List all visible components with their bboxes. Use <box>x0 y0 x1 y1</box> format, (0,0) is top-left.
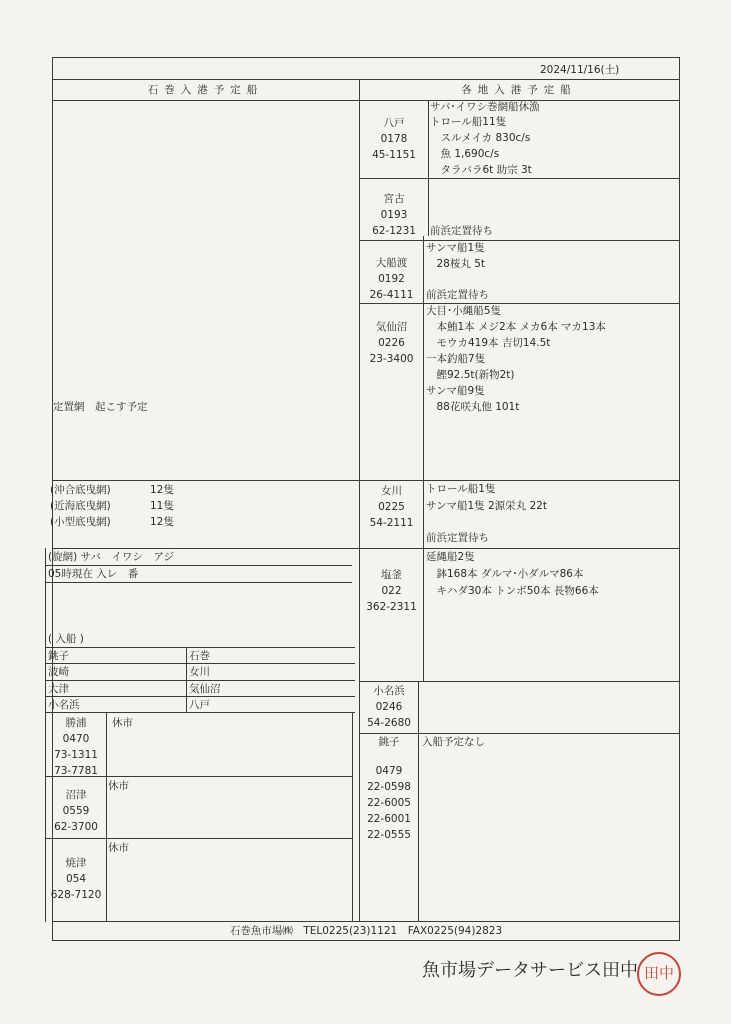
region-tel: 54-2680 <box>367 717 411 729</box>
region-line: サンマ船1隻 <box>426 242 485 254</box>
ishinomaki-header: 石巻入港予定船 <box>147 84 264 96</box>
region-line: 前浜定置待ち <box>426 532 489 544</box>
port-area: 0470 <box>62 733 90 745</box>
trawl-name: (沖合底曳網) <box>50 484 111 496</box>
region-line: サンマ船1隻 2源栄丸 22t <box>426 500 547 512</box>
region-line: 大目･小縄船5隻 <box>426 305 501 317</box>
nyusen-label: ( 入船 ) <box>48 633 84 645</box>
nyusen-port: 小名浜 <box>48 699 80 711</box>
region-name: 気仙沼 <box>375 321 408 333</box>
footer-contact: 石巻魚市場㈱ TEL0225(23)1121 FAX0225(94)2823 <box>229 925 503 937</box>
region-line: 魚 1,690c/s <box>430 148 500 160</box>
seal-stamp: 田中 <box>637 952 681 996</box>
port-area: 0559 <box>62 805 90 817</box>
trawl-name: (近海底曳網) <box>50 500 111 512</box>
region-line: 一本釣船7隻 <box>426 353 486 365</box>
region-line: 88花咲丸他 101t <box>426 401 520 413</box>
region-line: 鰹92.5t(新物2t) <box>426 369 515 381</box>
region-area: 0246 <box>375 701 403 713</box>
trawl-count: 12隻 <box>150 516 174 528</box>
region-tel: 62-1231 <box>372 225 416 237</box>
port-tel: 62-3700 <box>54 821 98 833</box>
region-name: 女川 <box>381 485 402 497</box>
region-name: 小名浜 <box>373 685 405 697</box>
region-area: 0178 <box>380 133 408 145</box>
region-line: タラバラ6t 助宗 3t <box>430 164 532 176</box>
port-tel: 73-7781 <box>54 765 98 777</box>
port-area: 054 <box>65 873 87 885</box>
region-area: 0193 <box>380 209 408 221</box>
port-name: 沼津 <box>65 789 87 801</box>
region-tel: 26-4111 <box>369 289 414 301</box>
region-tel: 45-1151 <box>372 149 416 161</box>
nyusen-port: 銚子 <box>48 650 69 662</box>
region-line: キハダ30本 トンボ50本 長物66本 <box>426 585 599 597</box>
region-area: 0226 <box>378 337 405 349</box>
nyusen-port: 女川 <box>189 666 210 678</box>
region-line: サバ･イワシ巻網船休漁 <box>430 101 540 113</box>
port-name: 勝浦 <box>65 717 87 729</box>
region-tel: 362-2311 <box>366 601 417 613</box>
port-tel: 628-7120 <box>50 889 102 901</box>
region-line: 本鮪1本 メジ2本 メカ6本 マカ13本 <box>426 321 606 333</box>
trawl-name: (小型底曳網) <box>50 516 111 528</box>
region-tel: 22-6001 <box>367 813 411 825</box>
port-status: 休市 <box>108 780 129 792</box>
region-tel: 22-0555 <box>367 829 411 841</box>
region-name: 銚子 <box>378 736 400 748</box>
region-name: 宮古 <box>383 193 405 205</box>
trawl-count: 11隻 <box>150 500 174 512</box>
region-line: 前浜定置待ち <box>426 289 489 301</box>
teichi-note: 定置網 起こす予定 <box>53 401 148 413</box>
nyusen-port: 波崎 <box>48 666 69 678</box>
regions-header: 各地入港予定船 <box>461 84 577 96</box>
region-tel: 54-2111 <box>369 517 414 529</box>
port-tel: 73-1311 <box>54 749 98 761</box>
region-line: 28桜丸 5t <box>426 258 485 270</box>
trawl-count: 12隻 <box>150 484 174 496</box>
port-status: 休市 <box>112 717 133 729</box>
region-area: 0479 <box>375 765 403 777</box>
signature: 魚市場データサービス田中 <box>422 960 638 981</box>
nyusen-port: 大津 <box>48 683 69 695</box>
region-tel: 23-3400 <box>369 353 414 365</box>
region-area: 0225 <box>378 501 405 513</box>
region-line: トロール船11隻 <box>430 116 507 128</box>
region-area: 0192 <box>378 273 405 285</box>
maki-note: (旋網) サバ イワシ アジ <box>48 551 174 563</box>
nyusen-port: 気仙沼 <box>189 683 221 695</box>
nyusen-port: 石巻 <box>189 650 210 662</box>
port-status: 休市 <box>108 842 129 854</box>
region-tel: 22-0598 <box>367 781 411 793</box>
region-line: 前浜定置待ち <box>430 225 493 237</box>
report-date: 2024/11/16(土) <box>540 64 620 76</box>
nyusen-port: 八戸 <box>189 699 210 711</box>
region-line: 鉢168本 ダルマ･小ダルマ86本 <box>426 568 584 580</box>
region-line: トロール船1隻 <box>426 483 496 495</box>
port-name: 焼津 <box>65 857 87 869</box>
region-line: モウカ419本 吉切14.5t <box>426 337 551 349</box>
region-name: 塩釜 <box>381 569 402 581</box>
region-line: サンマ船9隻 <box>426 385 485 397</box>
maki-status: 05時現在 入レ 番 <box>48 568 139 580</box>
region-line: 入船予定なし <box>422 736 485 748</box>
region-line: 延縄船2隻 <box>426 551 475 563</box>
region-area: 022 <box>381 585 402 597</box>
region-name: 大船渡 <box>375 257 408 269</box>
region-name: 八戸 <box>383 117 405 129</box>
region-line: スルメイカ 830c/s <box>430 132 531 144</box>
region-tel: 22-6005 <box>367 797 411 809</box>
